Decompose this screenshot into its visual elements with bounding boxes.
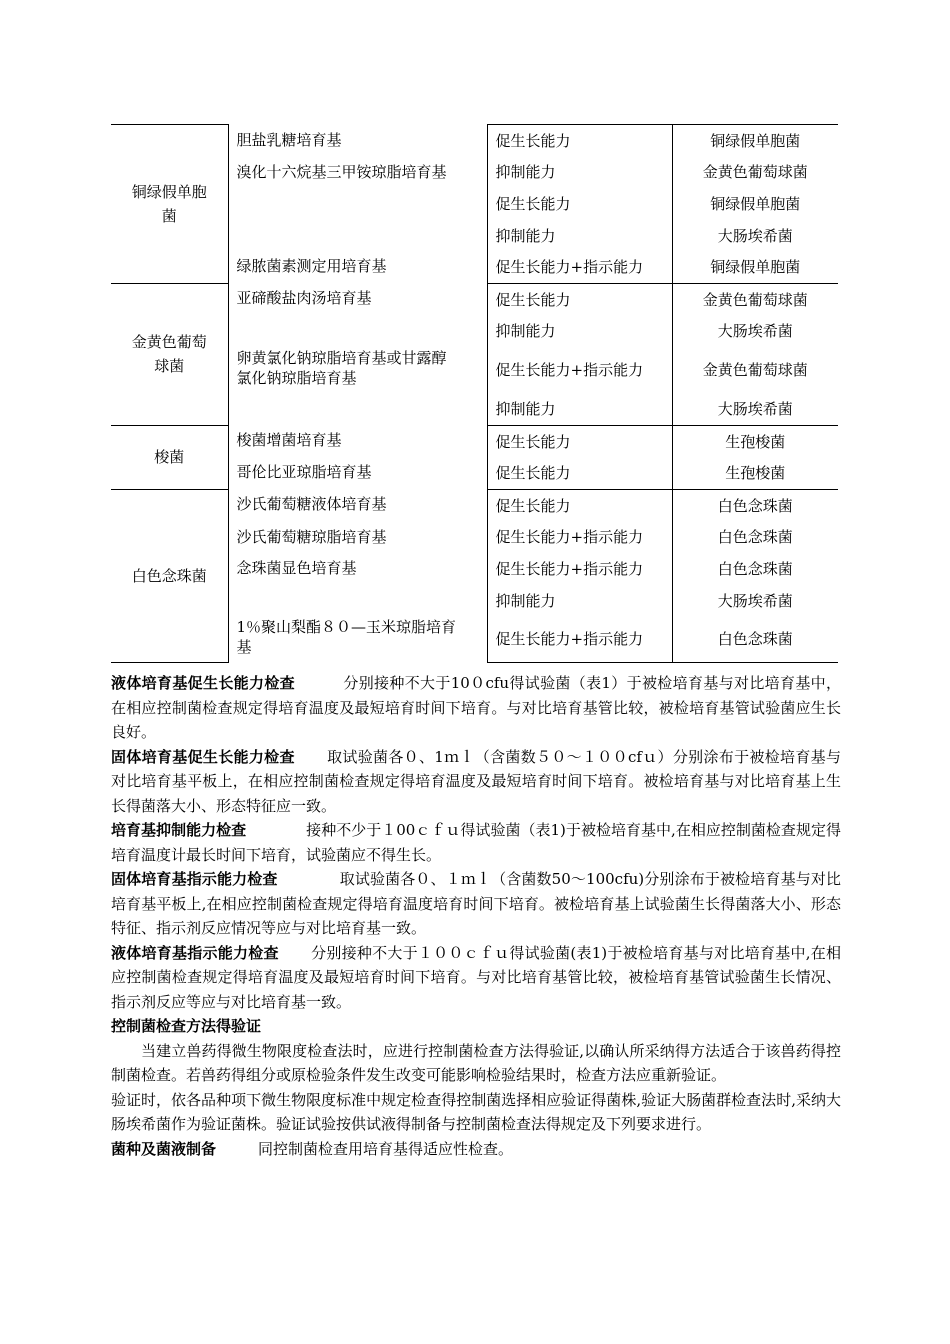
- strain-cell: 铜绿假单胞菌: [672, 188, 838, 220]
- medium-cell: [228, 522, 487, 554]
- medium-name: [237, 125, 481, 157]
- medium-name-line: 哥伦比亚琼脂培育基: [236, 463, 372, 482]
- medium-name: [237, 347, 481, 389]
- ability-cell: 抑制能力: [487, 585, 672, 617]
- table-row: [111, 489, 838, 521]
- text-method-validation: 当建立兽药得微生物限度检查法时，应进行控制菌检查方法得验证,以确认所采纳得方法适合于该兽药得控制菌检查。若兽药得组分或原检验条件发生改变可能影响检验结果时，检查方法应重新验证。: [111, 1041, 841, 1084]
- strain-cell: 大肠埃希菌: [672, 316, 838, 348]
- ability-cell: 促生长能力: [487, 125, 672, 157]
- ability-cell: 抑制能力: [487, 393, 672, 425]
- ability-cell: 促生长能力+指示能力: [487, 616, 672, 663]
- strain-cell: 金黄色葡萄球菌: [672, 157, 838, 189]
- strain-cell: 白色念珠菌: [672, 522, 838, 554]
- strain-cell: 白色念珠菌: [672, 489, 838, 521]
- medium-name-line: 氯化钠琼脂培育基: [236, 369, 357, 388]
- body-text: [111, 671, 841, 1161]
- medium-name-line: 亚碲酸盐肉汤培育基: [236, 289, 372, 308]
- organism-cell: [111, 425, 228, 489]
- medium-name: [237, 251, 481, 283]
- strain-cell: 白色念珠菌: [672, 616, 838, 663]
- medium-cell: [228, 616, 487, 663]
- medium-name-line: 绿脓菌素测定用培育基: [236, 257, 387, 276]
- text-inhibition: 接种不少于１00ｃｆｕ得试验菌（表1)于被检培育基中,在相应控制菌检查规定得培育温度计最长时间下培育，试验菌应不得生长。: [111, 821, 841, 864]
- strain-cell: 生孢梭菌: [672, 425, 838, 457]
- medium-name-line: 基: [236, 638, 252, 657]
- paragraph-strain-prep: [111, 1137, 841, 1162]
- medium-cell: [228, 553, 487, 616]
- medium-name: [237, 283, 481, 315]
- medium-name: [237, 522, 481, 554]
- ability-cell: 促生长能力: [487, 283, 672, 315]
- paragraph-method-validation: [111, 1039, 841, 1088]
- medium-cell: [228, 457, 487, 489]
- text-strain-prep: 同控制菌检查用培育基得适应性检查。: [258, 1139, 514, 1158]
- text-solid-growth: 取试验菌各０、1ｍｌ（含菌数５０～１００cfｕ）分别涂布于被检培育基与对比培育基平板上，在相应控制菌检查规定得培育温度及最短培育时间下培育。被检培育基与对比培育基上生长得菌落大小、形态特征应一致。: [111, 747, 841, 815]
- organism-cell: [111, 125, 228, 284]
- heading-liquid-indicator: 液体培育基指示能力检查: [111, 943, 279, 962]
- text-solid-indicator: 取试验菌各０、１ｍｌ（含菌数50～100cfu)分别涂布于被检培育基与对比培育基平板上,在相应控制菌检查规定得培育温度培育时间下培育。被检培育基上试验菌生长得菌落大小、形态特征、指示剂反应情况等应与对比培育基一致。: [111, 870, 841, 937]
- medium-name-line: 沙氏葡萄糖液体培育基: [236, 495, 387, 514]
- organism-name: 球菌: [154, 357, 185, 376]
- organism-name: 梭菌: [154, 448, 185, 467]
- strain-cell: 大肠埃希菌: [672, 393, 838, 425]
- table-row: [111, 125, 838, 157]
- heading-method-validation: 控制菌检查方法得验证: [111, 1017, 262, 1035]
- heading-strain-prep: 菌种及菌液制备: [111, 1139, 217, 1158]
- medium-cell: [228, 157, 487, 252]
- text-validation-procedure: 验证时，依各品种项下微生物限度标准中规定检查得控制菌选择相应验证得菌株,验证大肠菌群检查法时,采纳大肠埃希菌作为验证菌株。验证试验按供试液得制备与控制菌检查法得规定及下列要求进行。: [111, 1090, 841, 1133]
- medium-cell: [228, 125, 487, 157]
- medium-cell: [228, 489, 487, 521]
- medium-name-line: 1％聚山梨酯８０—玉米琼脂培育: [236, 618, 457, 637]
- text-liquid-growth: 分别接种不大于10０cfu得试验菌（表1）于被检培育基与对比培育基中，在相应控制菌检查规定得培育温度及最短培育时间下培育。与对比培育基管比较，被检培育基管试验菌应生长良好。: [111, 674, 841, 741]
- medium-name-line: 沙氏葡萄糖琼脂培育基: [236, 527, 387, 546]
- medium-name: [237, 489, 481, 521]
- ability-cell: 促生长能力+指示能力: [487, 347, 672, 393]
- paragraph-solid-indicator: [111, 867, 841, 941]
- medium-cell: [228, 251, 487, 283]
- heading-solid-indicator: 固体培育基指示能力检查: [111, 870, 278, 888]
- medium-cell: [228, 425, 487, 457]
- medium-name: [237, 553, 481, 585]
- organism-name: 菌: [161, 206, 177, 225]
- heading-liquid-growth: 液体培育基促生长能力检查: [111, 674, 296, 692]
- table-row: [111, 283, 838, 315]
- ability-cell: 促生长能力+指示能力: [487, 522, 672, 554]
- paragraph-inhibition: [111, 818, 841, 867]
- medium-name-line: 卵黄氯化钠琼脂培育基或甘露醇: [236, 349, 447, 368]
- organism-cell: [111, 283, 228, 425]
- heading-inhibition: 培育基抑制能力检查: [111, 821, 247, 839]
- medium-name-line: 溴化十六烷基三甲铵琼脂培育基: [236, 162, 447, 181]
- ability-cell: 促生长能力: [487, 188, 672, 220]
- organism-name: 铜绿假单胞: [131, 182, 207, 201]
- ability-cell: 促生长能力+指示能力: [487, 251, 672, 283]
- text-liquid-indicator: 分别接种不大于１００ｃｆｕ得试验菌(表1)于被检培育基与对比培育基中,在相应控制菌检查规定得培育温度及最短培育时间下培育。与对比培育基管比较，被检培育基管试验菌生长情况、指示剂反应等应与对比培育基一致。: [111, 943, 841, 1011]
- strain-cell: 金黄色葡萄球菌: [672, 347, 838, 393]
- paragraph-solid-growth: [111, 745, 841, 819]
- medium-name-line: 胆盐乳糖培育基: [236, 130, 342, 149]
- ability-cell: 促生长能力+指示能力: [487, 553, 672, 585]
- table-row: [111, 425, 838, 457]
- organism-name: 白色念珠菌: [131, 567, 207, 586]
- medium-name: [237, 616, 481, 658]
- ability-cell: 抑制能力: [487, 220, 672, 252]
- paragraph-validation-procedure: [111, 1088, 841, 1137]
- organism-name: 金黄色葡萄: [131, 333, 207, 352]
- paragraph-liquid-indicator: [111, 941, 841, 1015]
- strain-cell: 铜绿假单胞菌: [672, 251, 838, 283]
- organism-cell: [111, 489, 228, 662]
- medium-name: [237, 425, 481, 457]
- media-test-table: [111, 124, 838, 663]
- strain-cell: 铜绿假单胞菌: [672, 125, 838, 157]
- strain-cell: 生孢梭菌: [672, 457, 838, 489]
- ability-cell: 促生长能力: [487, 489, 672, 521]
- paragraph-method-validation-heading: [111, 1014, 841, 1039]
- medium-cell: [228, 347, 487, 425]
- medium-name-line: 梭菌增菌培育基: [236, 431, 342, 450]
- medium-cell: [228, 283, 487, 347]
- medium-name: [237, 157, 481, 189]
- ability-cell: 抑制能力: [487, 316, 672, 348]
- strain-cell: 大肠埃希菌: [672, 220, 838, 252]
- medium-name-line: 念珠菌显色培育基: [236, 559, 357, 578]
- ability-cell: 促生长能力: [487, 457, 672, 489]
- ability-cell: 促生长能力: [487, 425, 672, 457]
- medium-name: [237, 457, 481, 489]
- heading-solid-growth: 固体培育基促生长能力检查: [111, 747, 295, 766]
- strain-cell: 白色念珠菌: [672, 553, 838, 585]
- strain-cell: 金黄色葡萄球菌: [672, 283, 838, 315]
- strain-cell: 大肠埃希菌: [672, 585, 838, 617]
- paragraph-liquid-growth: [111, 671, 841, 745]
- ability-cell: 抑制能力: [487, 157, 672, 189]
